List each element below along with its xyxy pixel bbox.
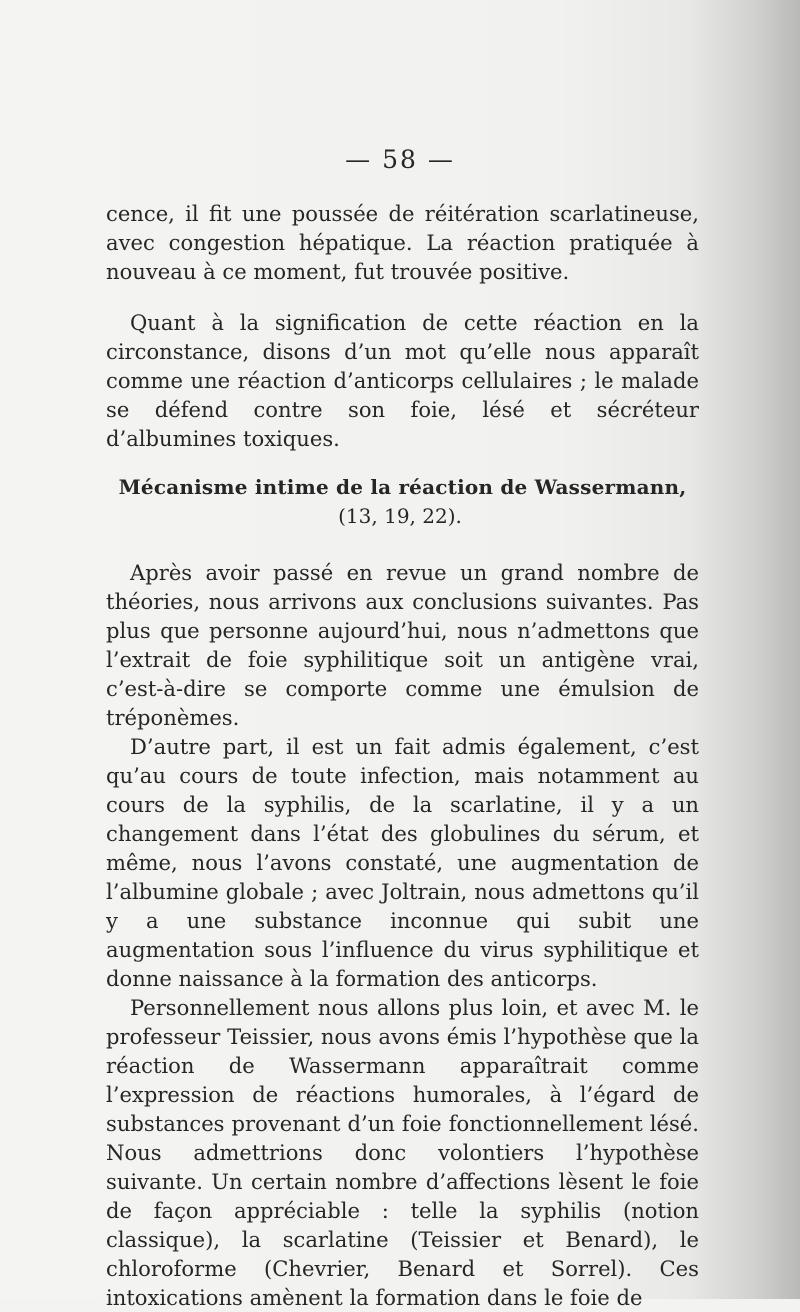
paragraph: Personnellement nous allons plus loin, et avec M. le professeur Teissier, nous avons émis l’hypothèse que la réaction de Wassermann apparaîtrait comme l’expression de réactions humorales, à l’égard de substances provenant d’un foie fonctionnellement lésé. Nous admettrions donc volontiers l’hypothèse suivante. Un certain nombre d’affections lèsent le foie de façon appréciable : telle la syphilis (notion classique), la scarlatine (Teissier et Benard), le chloroforme (Chevrier, Benard et Sorrel). Ces intoxications amènent la formation dans le foie de — [106, 995, 699, 1310]
intro-text — [106, 199, 699, 453]
paragraph: Quant à la signification de cette réaction en la circonstance, disons d’un mot qu’elle nous apparaît comme une réaction d’anticorps cellulaires ; le malade se défend contre son foie, lésé et sécréteur d’albumines toxiques. — [106, 310, 699, 451]
paragraph: D’autre part, il est un fait admis également, c’est qu’au cours de toute infection, mais notamment au cours de la syphilis, de la scarlatine, il y a un changement dans l’état des globulines du sérum, et même, nous l’avons constaté, une augmentation de l’albumine globale ; avec Joltrain, nous admettons qu’il y a une substance inconnue qui subit une augmentation sous l’influence du virus syphilitique et donne naissance à la formation des anticorps. — [106, 734, 699, 991]
section-body — [106, 558, 699, 1312]
section-references: (13, 19, 22). — [338, 504, 462, 528]
paragraph: cence, il fit une poussée de réitération scarlatineuse, avec congestion hépatique. La réaction pratiquée à nouveau à ce moment, fut trouvée positive. — [106, 201, 699, 284]
page-number: — 58 — — [345, 145, 455, 174]
paragraph: Après avoir passé en revue un grand nombre de théories, nous arrivons aux conclusions suivantes. Pas plus que personne aujourd’hui, nous n’admettons que l’extrait de foie syphilitique soit un antigène vrai, c’est-à-dire se comporte comme une émulsion de tréponèmes. — [106, 560, 699, 730]
section-title: Mécanisme intime de la réaction de Wassermann, — [118, 475, 687, 499]
